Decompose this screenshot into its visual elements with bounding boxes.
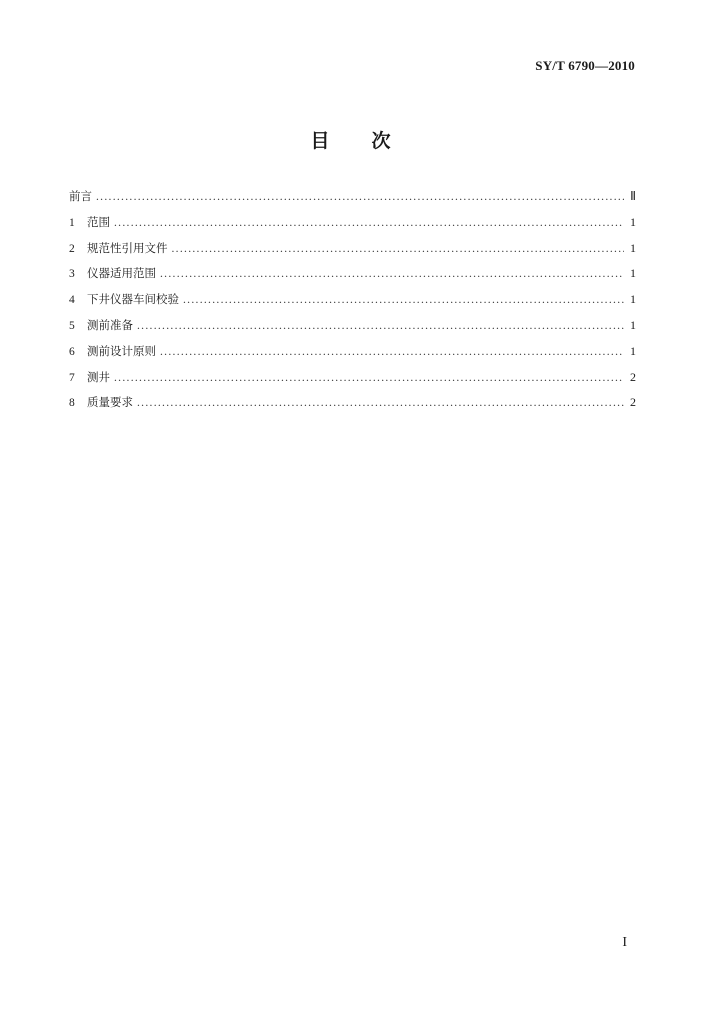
- toc-entry-text: 测井: [87, 369, 110, 384]
- toc-leader-dots: [114, 372, 624, 384]
- toc-list: [69, 188, 636, 420]
- toc-entry-number: 1: [69, 216, 75, 229]
- toc-leader-dots: [114, 217, 624, 229]
- toc-entry-page: 1: [630, 214, 636, 229]
- toc-entry-number: 6: [69, 345, 75, 358]
- toc-entry-number: 4: [69, 294, 75, 307]
- toc-entry-page: 1: [630, 343, 636, 358]
- toc-entry-foreword[interactable]: [69, 188, 636, 214]
- toc-leader-dots: [96, 191, 624, 203]
- toc-entry-number: 8: [69, 397, 75, 410]
- toc-entry-number: 5: [69, 319, 75, 332]
- toc-entry-number: 7: [69, 371, 75, 384]
- toc-entry-4[interactable]: [69, 291, 636, 317]
- toc-entry-page: 1: [630, 266, 636, 281]
- toc-entry-7[interactable]: [69, 369, 636, 395]
- toc-entry-number: 2: [69, 242, 75, 255]
- toc-entry-text: 仪器适用范围: [87, 266, 156, 281]
- toc-entry-text: 测前准备: [87, 317, 133, 332]
- toc-entry-5[interactable]: [69, 317, 636, 343]
- toc-leader-dots: [137, 397, 624, 409]
- toc-entry-page: Ⅱ: [630, 189, 636, 203]
- toc-entry-3[interactable]: [69, 265, 636, 291]
- toc-entry-text: 测前设计原则: [87, 343, 156, 358]
- toc-leader-dots: [160, 346, 624, 358]
- toc-entry-1[interactable]: [69, 214, 636, 240]
- toc-entry-page: 1: [630, 292, 636, 307]
- toc-entry-2[interactable]: [69, 240, 636, 266]
- toc-entry-number: 3: [69, 268, 75, 281]
- toc-entry-page: 1: [630, 240, 636, 255]
- standard-code: SY/T 6790—2010: [535, 58, 635, 73]
- toc-entry-page: 1: [630, 317, 636, 332]
- toc-entry-6[interactable]: [69, 343, 636, 369]
- toc-entry-page: 2: [630, 369, 636, 384]
- page-number: I: [622, 935, 627, 950]
- toc-entry-text: 质量要求: [87, 395, 133, 410]
- toc-leader-dots: [183, 294, 624, 306]
- toc-entry-text: 范围: [87, 214, 110, 229]
- toc-entry-8[interactable]: [69, 394, 636, 420]
- toc-entry-text: 规范性引用文件: [87, 240, 168, 255]
- toc-leader-dots: [160, 268, 624, 280]
- toc-leader-dots: [137, 320, 624, 332]
- toc-leader-dots: [172, 243, 625, 255]
- toc-entry-text: 下井仪器车间校验: [87, 292, 179, 307]
- toc-entry-page: 2: [630, 395, 636, 410]
- toc-entry-text: 前言: [69, 189, 92, 203]
- toc-title: 目次: [310, 130, 433, 152]
